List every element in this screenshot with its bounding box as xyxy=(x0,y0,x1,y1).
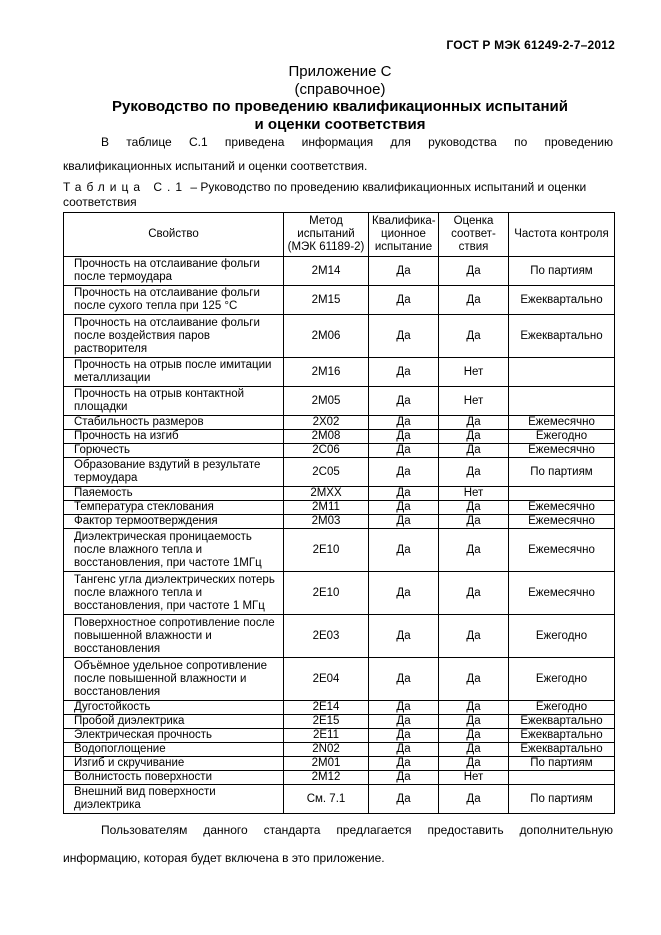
footer-line2: информацию, которая будет включена в это приложение. xyxy=(63,851,385,865)
cell-qualification: Да xyxy=(369,257,439,286)
cell-property: Электрическая прочность xyxy=(64,729,284,743)
cell-qualification: Да xyxy=(369,529,439,572)
cell-qualification: Да xyxy=(369,501,439,515)
cell-test-method: 2M15 xyxy=(284,286,369,315)
cell-frequency: Ежегодно xyxy=(509,430,615,444)
appendix-heading-line1: Руководство по проведению квалификационных испытаний xyxy=(112,98,568,115)
cell-frequency: Ежегодно xyxy=(509,615,615,658)
cell-test-method: 2E10 xyxy=(284,572,369,615)
cell-qualification: Да xyxy=(369,658,439,701)
cell-qualification: Да xyxy=(369,515,439,529)
table-row xyxy=(64,757,615,771)
cell-test-method: 2C05 xyxy=(284,458,369,487)
cell-property: Волнистость поверхности xyxy=(64,771,284,785)
footer-line1: Пользователям данного стандарта предлагается предоставить дополнительную xyxy=(101,823,613,837)
cell-property: Прочность на отслаивание фольги после термоудара xyxy=(64,257,284,286)
standard-id: ГОСТ Р МЭК 61249-2-7–2012 xyxy=(446,38,615,52)
header-frequency: Частота контроля xyxy=(509,213,615,257)
cell-test-method: 2MXX xyxy=(284,487,369,501)
table-header-row xyxy=(64,213,615,257)
cell-qualification: Да xyxy=(369,715,439,729)
appendix-subtitle: (справочное) xyxy=(294,81,386,98)
cell-property: Горючесть xyxy=(64,444,284,458)
cell-test-method: 2M16 xyxy=(284,358,369,387)
cell-test-method: 2E03 xyxy=(284,615,369,658)
cell-property: Прочность на изгиб xyxy=(64,430,284,444)
cell-test-method: 2E11 xyxy=(284,729,369,743)
cell-conformity: Да xyxy=(439,572,509,615)
table-row xyxy=(64,444,615,458)
cell-test-method: См. 7.1 xyxy=(284,785,369,814)
cell-test-method: 2X02 xyxy=(284,416,369,430)
table-row xyxy=(64,487,615,501)
cell-frequency xyxy=(509,358,615,387)
cell-qualification: Да xyxy=(369,458,439,487)
appendix-title: Приложение С xyxy=(288,63,392,80)
table-row xyxy=(64,715,615,729)
footer-paragraph xyxy=(63,816,613,872)
cell-test-method: 2N02 xyxy=(284,743,369,757)
cell-frequency: Ежемесячно xyxy=(509,515,615,529)
cell-property: Температура стеклования xyxy=(64,501,284,515)
cell-property: Тангенс угла диэлектрических потерь после влажного тепла и восстановления, при частоте 1 МГц xyxy=(64,572,284,615)
cell-qualification: Да xyxy=(369,416,439,430)
cell-frequency: Ежеквартально xyxy=(509,286,615,315)
cell-property: Внешний вид поверхности диэлектрика xyxy=(64,785,284,814)
table-row xyxy=(64,416,615,430)
table-caption-lead: Таблица С.1 xyxy=(63,180,188,194)
cell-test-method: 2E15 xyxy=(284,715,369,729)
cell-qualification: Да xyxy=(369,487,439,501)
cell-conformity: Нет xyxy=(439,487,509,501)
cell-test-method: 2E04 xyxy=(284,658,369,701)
cell-property: Поверхностное сопротивление после повышенной влажности и восстановления xyxy=(64,615,284,658)
cell-test-method: 2C06 xyxy=(284,444,369,458)
cell-property: Прочность на отслаивание фольги после воздействия паров растворителя xyxy=(64,315,284,358)
cell-property: Прочность на отрыв контактной площадки xyxy=(64,387,284,416)
table-row xyxy=(64,615,615,658)
cell-test-method: 2M08 xyxy=(284,430,369,444)
cell-qualification: Да xyxy=(369,743,439,757)
cell-qualification: Да xyxy=(369,572,439,615)
cell-property: Образование вздутий в результате термоудара xyxy=(64,458,284,487)
table-row xyxy=(64,501,615,515)
table-caption-text: – Руководство по проведению квалификационных испытаний и оценки соответствия xyxy=(63,180,587,209)
cell-conformity: Да xyxy=(439,444,509,458)
cell-frequency: Ежеквартально xyxy=(509,715,615,729)
cell-conformity: Да xyxy=(439,515,509,529)
cell-property: Прочность на отслаивание фольги после сухого тепла при 125 °С xyxy=(64,286,284,315)
table-row xyxy=(64,286,615,315)
cell-conformity: Да xyxy=(439,416,509,430)
cell-conformity: Да xyxy=(439,715,509,729)
cell-conformity: Да xyxy=(439,615,509,658)
cell-frequency: По партиям xyxy=(509,458,615,487)
cell-test-method: 2M01 xyxy=(284,757,369,771)
cell-conformity: Да xyxy=(439,315,509,358)
table-row xyxy=(64,458,615,487)
cell-frequency: По партиям xyxy=(509,785,615,814)
cell-frequency: По партиям xyxy=(509,757,615,771)
table-row xyxy=(64,743,615,757)
table-body xyxy=(64,257,615,814)
cell-frequency: Ежегодно xyxy=(509,701,615,715)
cell-conformity: Да xyxy=(439,658,509,701)
intro-paragraph xyxy=(63,130,613,178)
cell-conformity: Да xyxy=(439,257,509,286)
table-row xyxy=(64,701,615,715)
cell-test-method: 2M05 xyxy=(284,387,369,416)
cell-conformity: Да xyxy=(439,458,509,487)
cell-test-method: 2M12 xyxy=(284,771,369,785)
cell-property: Диэлектрическая проницаемость после влажного тепла и восстановления, при частоте 1МГц xyxy=(64,529,284,572)
cell-qualification: Да xyxy=(369,771,439,785)
cell-qualification: Да xyxy=(369,315,439,358)
cell-test-method: 2M14 xyxy=(284,257,369,286)
cell-frequency: Ежеквартально xyxy=(509,743,615,757)
table-row xyxy=(64,315,615,358)
cell-test-method: 2E14 xyxy=(284,701,369,715)
table-row xyxy=(64,515,615,529)
cell-property: Фактор термоотверждения xyxy=(64,515,284,529)
table-row xyxy=(64,430,615,444)
header-property: Свойство xyxy=(64,213,284,257)
cell-test-method: 2M06 xyxy=(284,315,369,358)
cell-qualification: Да xyxy=(369,615,439,658)
cell-property: Водопоглощение xyxy=(64,743,284,757)
cell-qualification: Да xyxy=(369,785,439,814)
cell-property: Стабильность размеров xyxy=(64,416,284,430)
cell-qualification: Да xyxy=(369,757,439,771)
cell-test-method: 2M11 xyxy=(284,501,369,515)
table-row xyxy=(64,729,615,743)
intro-line2: квалификационных испытаний и оценки соответствия. xyxy=(63,159,368,173)
cell-frequency: Ежегодно xyxy=(509,658,615,701)
cell-property: Паяемость xyxy=(64,487,284,501)
cell-frequency: По партиям xyxy=(509,257,615,286)
cell-conformity: Да xyxy=(439,701,509,715)
cell-frequency xyxy=(509,387,615,416)
cell-conformity: Нет xyxy=(439,358,509,387)
table-row xyxy=(64,572,615,615)
table-row xyxy=(64,529,615,572)
cell-frequency: Ежемесячно xyxy=(509,501,615,515)
cell-conformity: Да xyxy=(439,529,509,572)
cell-qualification: Да xyxy=(369,430,439,444)
cell-property: Объёмное удельное сопротивление после повышенной влажности и восстановления xyxy=(64,658,284,701)
cell-frequency: Ежемесячно xyxy=(509,572,615,615)
header-conformity: Оценка соответ-ствия xyxy=(439,213,509,257)
cell-frequency: Ежеквартально xyxy=(509,315,615,358)
table-caption xyxy=(63,180,618,210)
cell-frequency: Ежеквартально xyxy=(509,729,615,743)
cell-qualification: Да xyxy=(369,358,439,387)
cell-qualification: Да xyxy=(369,729,439,743)
intro-line1: В таблице С.1 приведена информация для руководства по проведению xyxy=(101,135,613,149)
cell-conformity: Да xyxy=(439,729,509,743)
header-test-method: Метод испытаний (МЭК 61189-2) xyxy=(284,213,369,257)
cell-test-method: 2M03 xyxy=(284,515,369,529)
cell-frequency xyxy=(509,487,615,501)
cell-frequency: Ежемесячно xyxy=(509,529,615,572)
cell-conformity: Да xyxy=(439,286,509,315)
table-row xyxy=(64,658,615,701)
table-row xyxy=(64,387,615,416)
cell-property: Дугостойкость xyxy=(64,701,284,715)
cell-test-method: 2E10 xyxy=(284,529,369,572)
cell-qualification: Да xyxy=(369,387,439,416)
appendix-heading-line2: и оценки соответствия xyxy=(254,116,426,133)
table-row xyxy=(64,358,615,387)
cell-qualification: Да xyxy=(369,701,439,715)
cell-qualification: Да xyxy=(369,286,439,315)
header-qualification: Квалифика-ционное испытание xyxy=(369,213,439,257)
cell-conformity: Да xyxy=(439,785,509,814)
cell-conformity: Нет xyxy=(439,771,509,785)
cell-frequency: Ежемесячно xyxy=(509,444,615,458)
cell-frequency xyxy=(509,771,615,785)
cell-frequency: Ежемесячно xyxy=(509,416,615,430)
cell-property: Прочность на отрыв после имитации металлизации xyxy=(64,358,284,387)
cell-qualification: Да xyxy=(369,444,439,458)
cell-conformity: Да xyxy=(439,430,509,444)
cell-conformity: Да xyxy=(439,743,509,757)
cell-conformity: Да xyxy=(439,501,509,515)
qualification-table xyxy=(63,212,615,814)
table-row xyxy=(64,771,615,785)
cell-property: Изгиб и скручивание xyxy=(64,757,284,771)
cell-property: Пробой диэлектрика xyxy=(64,715,284,729)
cell-conformity: Да xyxy=(439,757,509,771)
table-row xyxy=(64,785,615,814)
table-row xyxy=(64,257,615,286)
cell-conformity: Нет xyxy=(439,387,509,416)
